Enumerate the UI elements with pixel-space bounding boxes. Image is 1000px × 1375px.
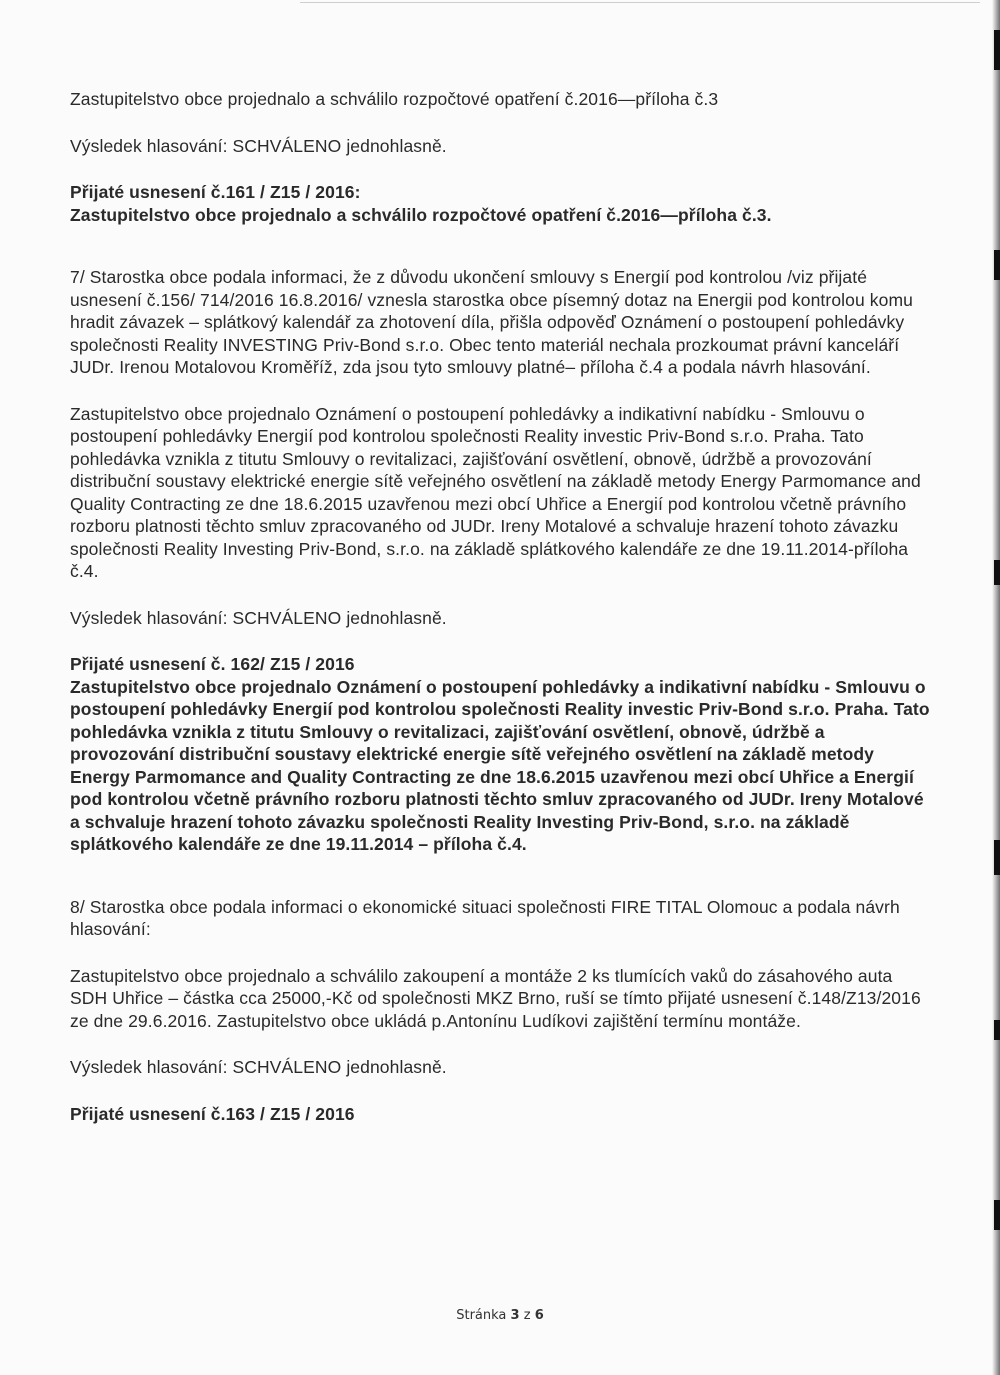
- resolution-heading-161: Přijaté usnesení č.161 / Z15 / 2016:: [70, 182, 361, 202]
- paragraph-item-8-decision: Zastupitelstvo obce projednalo a schválilo zakoupení a montáže 2 ks tlumících vaků do zásahového auta SDH Uhřice – částka cca 25000,-Kč od společnosti MKZ Brno, ruší se tímto přijaté usnesení č.148/Z13/2016 ze dne 29.6.2016. Zastupitelstvo obce ukládá p.Antonínu Ludíkovi zajištění termínu montáže.: [70, 965, 921, 1031]
- paragraph-item-7-decision: Zastupitelstvo obce projednalo Oznámení o postoupení pohledávky a indikativní nabídku - Smlouvu o postoupení pohledávky Energií pod kontrolou společnosti Reality investic Priv-Bond s.r.o. Praha. Tato pohledávka vznikla z titutu Smlouvy o revitalizaci, zajišťování osvětlení, obnově, údržbě a provozování distribuční soustavy elektrické energie sítě veřejného osvětlení na základě metody Energy Parmomance and Quality Contracting ze dne 18.6.2015 uzavřenou mezi obcí Uhřice a Energií pod kontrolou včetně právního rozboru platnosti těchto smluv zpracovaného od JUDr. Ireny Motalové a schvaluje hrazení tohoto závazku společnosti Reality Investing Priv-Bond, s.r.o. na základě splátkového kalendáře ze dne 19.11.2014-příloha č.4.: [70, 403, 921, 581]
- paragraph-vote-result: Výsledek hlasování: SCHVÁLENO jednohlasně.: [70, 1057, 447, 1077]
- paragraph-budget-measure: Zastupitelstvo obce projednalo a schválilo rozpočtové opatření č.2016—příloha č.3: [70, 89, 719, 109]
- resolution-heading-163: Přijaté usnesení č.163 / Z15 / 2016: [70, 1103, 355, 1124]
- top-border-line: [300, 2, 980, 3]
- scan-edge-marks: [990, 0, 1000, 1375]
- page-number-label: Stránka: [456, 1308, 507, 1323]
- paragraph-vote-result: Výsledek hlasování: SCHVÁLENO jednohlasně.: [70, 607, 447, 628]
- page-footer: [0, 1308, 1000, 1323]
- resolution-heading-162: Přijaté usnesení č. 162/ Z15 / 2016: [70, 654, 355, 674]
- total-page-number: 6: [534, 1308, 544, 1323]
- paragraph-vote-result: Výsledek hlasování: SCHVÁLENO jednohlasně.: [70, 135, 447, 156]
- page-number-separator: z: [523, 1308, 531, 1323]
- paragraph-item-8-info: 8/ Starostka obce podala informaci o ekonomické situaci společnosti FIRE TITAL Olomouc a podala návrh hlasování:: [70, 896, 900, 939]
- resolution-text-162: Zastupitelstvo obce projednalo Oznámení o postoupení pohledávky a indikativní nabídku - Smlouvu o postoupení pohledávky Energií pod kontrolou společnosti Reality investic Priv-Bond s.r.o. Praha. Tato pohledávka vznikla z titutu Smlouvy o revitalizaci, zajišťování osvětlení, obnově, údržbě a provozování distribuční soustavy elektrické energie sítě veřejného osvětlení na základě metody Energy Parmomance and Quality Contracting ze dne 18.6.2015 uzavřenou mezi obcí Uhřice a Energií pod kontrolou včetně právního rozboru platnosti těchto smluv zpracovaného od JUDr. Ireny Motalové a schvaluje hrazení tohoto závazku společnosti Reality Investing Priv-Bond, s.r.o. na základě splátkového kalendáře ze dne 19.11.2014 – příloha č.4.: [70, 676, 930, 854]
- document-body: [70, 88, 930, 1125]
- current-page-number: 3: [510, 1308, 520, 1323]
- paragraph-item-7-info: 7/ Starostka obce podala informaci, že z důvodu ukončení smlouvy s Energií pod kontrolou /viz přijaté usnesení č.156/ 714/2016 16.8.2016/ vznesla starostka obce písemný dotaz na Energii pod kontrolou komu hradit závazek – splátkový kalendář za zhotovení díla, přišla odpověď Oznámení o postoupení pohledávky společnosti Reality INVESTING Priv-Bond s.r.o. Obec tento materiál nechala prozkoumat právní kanceláří JUDr. Irenou Motalovou Kroměříž, zda jsou tyto smlouvy platné– příloha č.4 a podala návrh hlasování.: [70, 267, 913, 377]
- resolution-text-161: Zastupitelstvo obce projednalo a schválilo rozpočtové opatření č.2016—příloha č.3.: [70, 204, 772, 225]
